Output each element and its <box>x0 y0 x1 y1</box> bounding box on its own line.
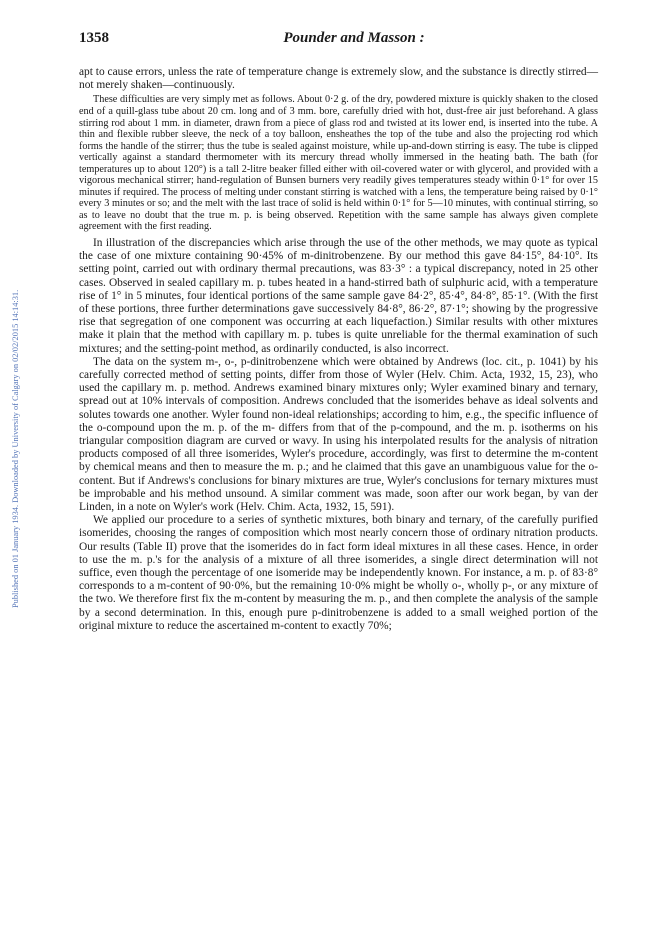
download-note: Published on 01 January 1934. Downloaded by University of Calgary on 02/02/2015 14:14:31. <box>11 289 20 608</box>
running-title: Pounder and Masson : <box>283 30 425 46</box>
article-body <box>79 66 598 633</box>
page-header <box>79 30 599 52</box>
paragraph-discrepancies: In illustration of the discrepancies which arise through the use of the other methods, we may quote as typical the case of one mixture containing 90·45% of m-dinitrobenzene. By our method this gave 84·15°, 84·10°. Its setting point, carried out with ordinary thermal precautions, was 83·3° : a typical discrepancy, noted in 25 other cases. Observed in sealed capillary m. p. tubes heated in a hand-stirred bath of sulphuric acid, with a temperature rise of 1° in 5 minutes, four identical portions of the same sample gave 84·2°, 85·4°, 84·8°, 85·1°. (With the first of these portions, three further determinations gave successively 84·8°, 86·2°, 87·1°; showing by the progressive rise that segregation of one component was occurring at each liquefaction.) Similar results with other mixtures make it plain that the method with capillary m. p. tubes is quite unreliable for the thermal examination of such mixtures; and the setting-point method, as ordinarily conducted, is also incorrect. <box>79 236 598 355</box>
paragraph-method: These difficulties are very simply met as follows. About 0·2 g. of the dry, powdered mixture is quickly shaken to the closed end of a quill-glass tube about 20 cm. long and of 3 mm. bore, carefully dried with hot, dust-free air just beforehand. A glass stirring rod about 1 mm. in diameter, drawn from a piece of glass rod and twisted at its lower end, is inserted into the tube. A thin and flexible rubber sleeve, the neck of a toy balloon, ensheathes the top of the tube and also the projecting rod which forms the handle of the stirrer; thus the tube is sealed against moisture, while up-and-down stirring is easy. The tube is clipped vertically against a standard thermometer with its mercury thread wholly immersed in the heating bath. The bath (for temperatures up to about 120°) is a tall 2-litre beaker filled either with oil-covered water or with glycerol, and provided with a vigorous mechanical stirrer; hand-regulation of Bunsen burners very readily gives temperatures steady within 0·1° for over 15 minutes if required. The process of melting under constant stirring is watched with a lens, the temperature being raised by 0·1° every 3 minutes or so; and the melt with the last trace of solid is held within 0·1° for 5—10 minutes, with continual stirring, so as to leave no doubt that the true m. p. is being observed. Repetition with the same sample has always given complete agreement with the first reading. <box>79 94 598 233</box>
paragraph-continued: apt to cause errors, unless the rate of temperature change is extremely slow, and the substance is directly stirred—not merely shaken—continuously. <box>79 66 598 92</box>
download-watermark <box>2 168 20 608</box>
page-number: 1358 <box>79 30 109 46</box>
paragraph-synthetic-mixtures: We applied our procedure to a series of synthetic mixtures, both binary and ternary, of the carefully purified isomerides, choosing the ranges of composition which most nearly concern those of ordinary nitration products. Our results (Table II) prove that the isomerides do in fact form ideal mixtures in all these cases. Hence, in order to use the m. p.'s for the analysis of a mixture of all three isomerides, a single direct determination will not suffice, even though the percentage of one isomeride may be independently known. For instance, a m. p. of 83·8° corresponds to a m-content of 90·0%, but the remaining 10·0% might be wholly o-, wholly p-, or any mixture of the two. We therefore first fix the m-content by measuring the m. p., and then complete the analysis of the sample by a second determination. In this, enough pure p-dinitrobenzene is added to a small weighed portion of the original mixture to reduce the ascertained m-content to exactly 70%; <box>79 514 598 632</box>
paragraph-andrews-wyler: The data on the system m-, o-, p-dinitrobenzene which were obtained by Andrews (loc. cit., p. 1041) by his carefully corrected method of setting points, differ from those of Wyler (Helv. Chim. Acta, 1932, 15, 23), who used the capillary m. p. method. Andrews examined binary mixtures only; Wyler examined binary and ternary, spread out at 10% intervals of composition. Andrews concluded that the isomerides behave as ideal solvents and solutes towards one another. Wyler found non-ideal relationships; according to him, e.g., the specific influence of the o-compound upon the m. p. of the m- differs from that of the p-compound, and the m. p. isotherms on his triangular composition diagram are curved or wavy. In using his interpolated results for the analysis of nitration products composed of all three isomerides, Wyler's procedure, accordingly, was first to determine the m-content by chemical means and then to measure the m. p.; and he claimed that this gave an unambiguous value for the o-content. But if Andrews's conclusions for binary mixtures are true, Wyler's conclusions for ternary mixtures must be improbable and his method unsound. A similar comment was made, soon after our work began, by van der Linden, in a note on Wyler's work (Helv. Chim. Acta, 1932, 15, 591). <box>79 355 598 514</box>
